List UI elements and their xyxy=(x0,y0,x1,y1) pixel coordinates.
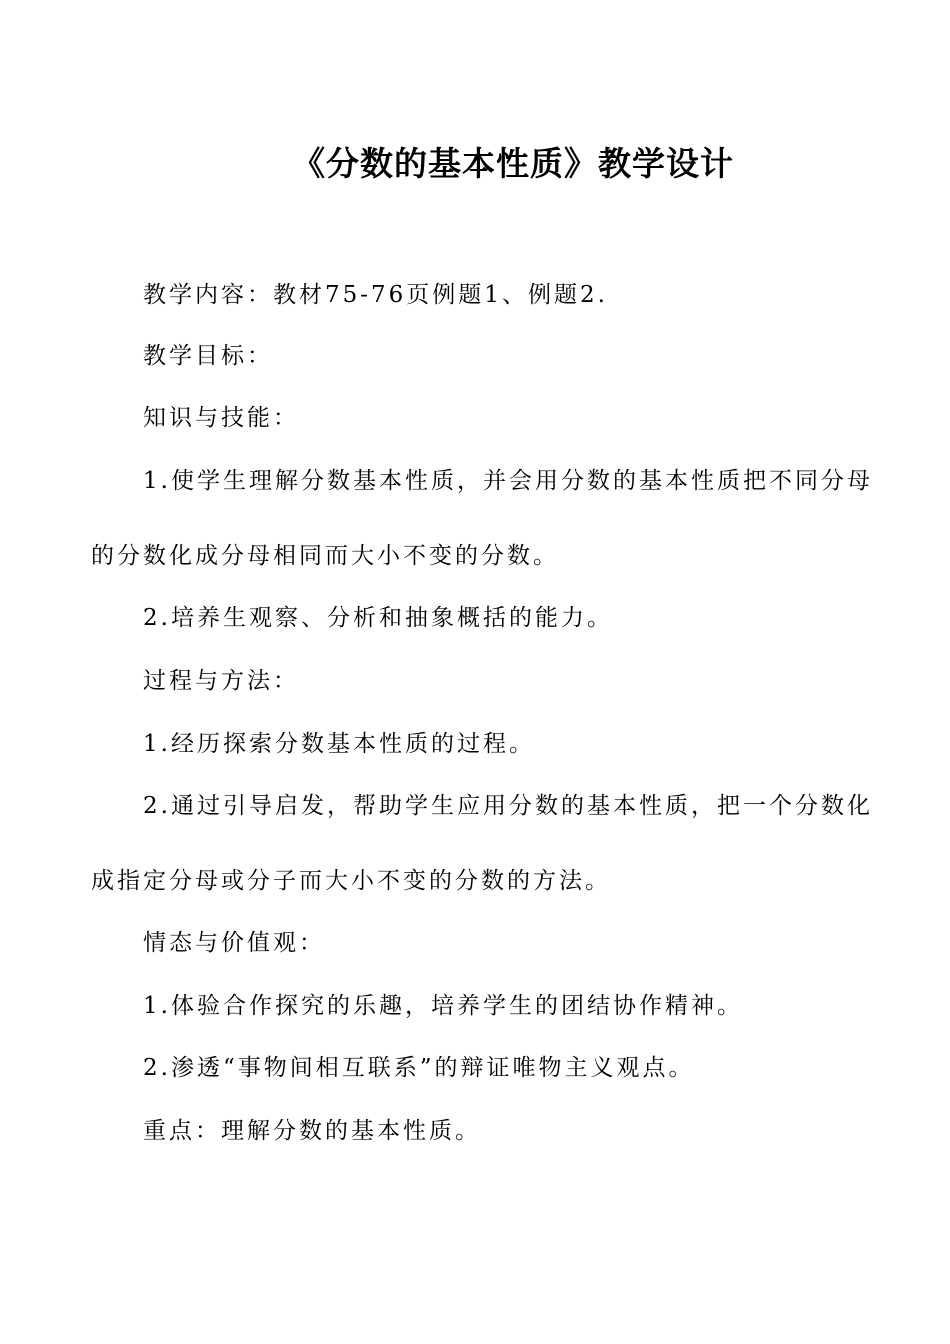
process-item-1: 1.经历探索分数基本性质的过程。 xyxy=(143,731,535,757)
knowledge-skills-heading: 知识与技能： xyxy=(143,405,299,431)
teaching-goals-heading: 教学目标： xyxy=(143,343,273,369)
knowledge-item-1-line-2: 的分数化成分母相同而大小不变的分数。 xyxy=(91,543,559,569)
emotion-item-1: 1.体验合作探究的乐趣，培养学生的团结协作精神。 xyxy=(143,993,743,1019)
process-method-heading: 过程与方法： xyxy=(143,668,299,694)
teaching-content-line: 教学内容：教材75-76页例题1、例题2. xyxy=(143,282,608,308)
document-title: 《分数的基本性质》教学设计 xyxy=(292,144,734,183)
process-item-2-line-2: 成指定分母或分子而大小不变的分数的方法。 xyxy=(91,868,611,894)
process-item-2-line-1: 2.通过引导启发，帮助学生应用分数的基本性质，把一个分数化 xyxy=(143,793,873,819)
knowledge-item-2: 2.培养生观察、分析和抽象概括的能力。 xyxy=(143,605,613,631)
emotion-item-2: 2.渗透“事物间相互联系”的辩证唯物主义观点。 xyxy=(143,1055,695,1081)
knowledge-item-1-line-1: 1.使学生理解分数基本性质，并会用分数的基本性质把不同分母 xyxy=(143,468,873,494)
emotion-values-heading: 情态与价值观： xyxy=(143,930,325,956)
key-point-line: 重点：理解分数的基本性质。 xyxy=(143,1118,481,1144)
